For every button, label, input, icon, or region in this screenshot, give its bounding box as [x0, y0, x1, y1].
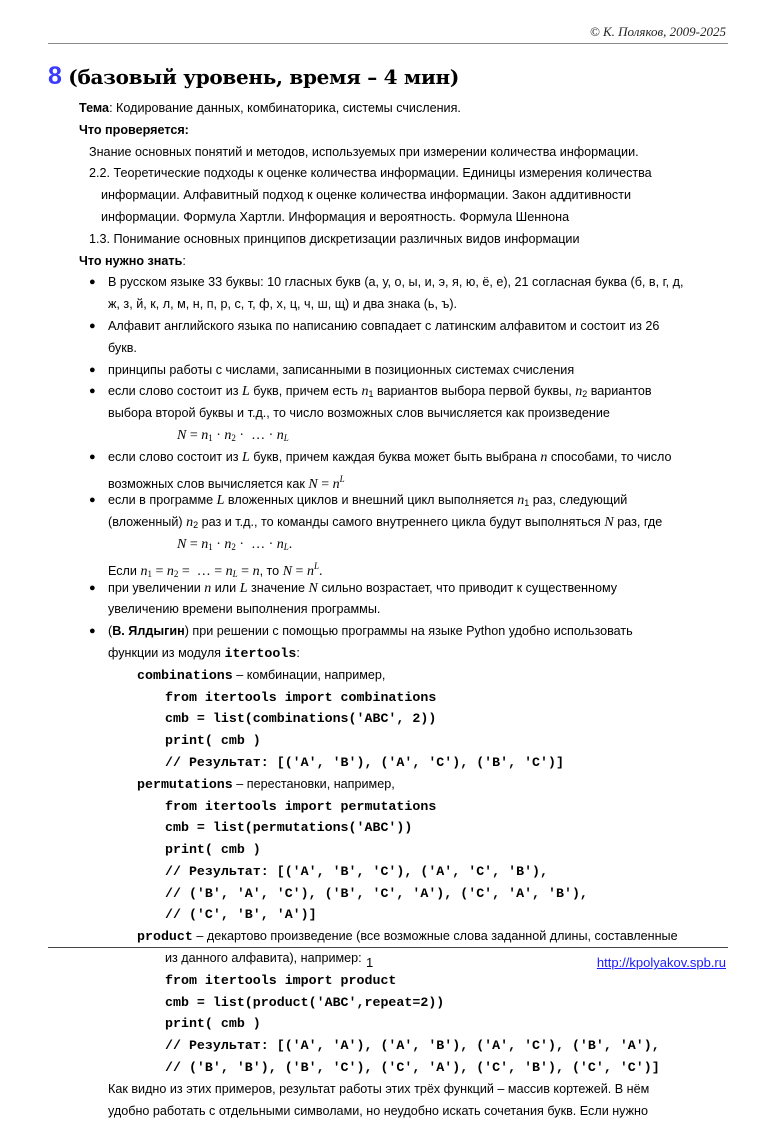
text: сильно возрастает, что приводит к существенному — [317, 580, 618, 595]
bullet-positional-systems — [79, 360, 729, 382]
function-name: product — [137, 929, 193, 945]
task-title: (базовый уровень, время – 4 мин) — [68, 65, 460, 89]
math-n: n — [575, 384, 583, 400]
math-N: N — [604, 515, 614, 531]
bullet-nested-loops — [79, 490, 729, 577]
product-label — [79, 926, 729, 948]
text: вариантов — [587, 384, 652, 399]
subscript: 1 — [524, 498, 530, 509]
bullet-text — [108, 447, 729, 469]
code-line: print( cmb ) — [165, 1016, 261, 1032]
code-line: // Результат: [('A', 'B'), ('A', 'C'), ('B', 'C')] — [165, 754, 564, 770]
bullet-icon: ● — [89, 581, 96, 594]
math-n: n — [540, 449, 548, 465]
formula-equal-n: $n_1 = n_2$ = … = $n_L = n$ — [140, 563, 260, 579]
math-L: L — [242, 449, 250, 465]
math-L: L — [216, 493, 225, 509]
text: если в программе — [108, 493, 217, 508]
permutations-label — [79, 774, 729, 796]
bullet-text: букв. — [108, 340, 137, 355]
bullet-word-count-power — [79, 447, 729, 491]
formula-power-result: $N = n^L$. — [282, 560, 323, 579]
bullet-russian-alphabet — [79, 272, 729, 316]
page-header-copyright: © К. Поляков, 2009-2025 — [589, 24, 726, 39]
header-divider — [48, 43, 728, 44]
bullet-text — [108, 469, 729, 491]
author-name: В. Ялдыгин — [112, 624, 185, 639]
code-line: // Результат: [('A', 'A'), ('A', 'B'), ('A', 'C'), ('B', 'A'), — [165, 1038, 660, 1054]
bullet-text — [108, 578, 729, 600]
topic-line — [79, 98, 729, 120]
text: или — [211, 580, 240, 595]
checks-line: информации. Формула Хартли. Информация и вероятность. Формула Шеннона — [101, 209, 570, 224]
bullet-text — [108, 556, 729, 578]
task-heading — [48, 62, 459, 91]
text: при увеличении — [108, 580, 205, 595]
checks-line: информации. Алфавитный подход к оценке количества информации. Закон аддитивности — [101, 188, 632, 203]
checks-line: Знание основных понятий и методов, используемых при измерении количества информации. — [89, 144, 639, 159]
math-N: N — [308, 580, 318, 596]
bullet-icon: ● — [89, 363, 96, 376]
subscript: 1 — [368, 389, 374, 400]
text: раз, следующий — [529, 493, 628, 508]
bullet-text: ж, з, й, к, л, м, н, п, р, с, т, ф, х, ц, ч, ш, щ) и два знака (ь, ъ). — [108, 297, 458, 312]
math-L: L — [242, 384, 250, 400]
bullet-icon: ● — [89, 450, 96, 463]
text: способами, то число — [547, 449, 672, 464]
footer-divider — [48, 947, 728, 948]
function-name: permutations — [137, 776, 233, 792]
code-line: print( cmb ) — [165, 842, 261, 858]
bullet-icon: ● — [89, 319, 96, 332]
site-link[interactable]: http://kpolyakov.spb.ru — [596, 955, 726, 970]
bullet-growth — [79, 578, 729, 622]
text: функции из модуля — [108, 645, 225, 660]
text: (вложенный) — [108, 515, 187, 530]
bullet-text — [108, 490, 729, 512]
text: Если — [108, 563, 141, 578]
function-desc: – комбинации, например, — [232, 667, 386, 682]
formula-product: $N = n_1 \cdot n_2$ · … · $n_L$ — [177, 427, 289, 443]
bullet-icon: ● — [89, 276, 96, 289]
code-line: cmb = list(combinations('ABC', 2)) — [165, 711, 437, 727]
task-number: 8 — [48, 62, 62, 90]
bullet-word-count-product — [79, 381, 729, 446]
math-n: n — [517, 493, 525, 509]
conclusion-line: удобно работать с отдельными символами, но неудобно искать сочетания букв. Если нужно — [108, 1103, 649, 1118]
text: ) при решении с помощью программы на языке Python удобно использовать — [184, 624, 633, 639]
know-label-line — [79, 251, 729, 273]
subscript: 2 — [193, 520, 199, 531]
code-line: from itertools import combinations — [165, 689, 437, 705]
math-n: n — [186, 515, 194, 531]
bullet-icon: ● — [89, 385, 96, 398]
topic-text: : Кодирование данных, комбинаторика, системы счисления. — [109, 101, 461, 115]
page-number: 1 — [366, 955, 374, 970]
checks-line: 2.2. Теоретические подходы к оценке количества информации. Единицы измерения количества — [89, 166, 652, 181]
module-name: itertools — [224, 645, 297, 661]
code-line: // ('B', 'B'), ('B', 'C'), ('C', 'A'), ('C', 'B'), ('C', 'C')] — [165, 1060, 660, 1076]
code-line: // ('B', 'A', 'C'), ('B', 'C', 'A'), ('C', 'A', 'B'), — [165, 885, 588, 901]
bullet-itertools — [79, 621, 729, 665]
function-name: combinations — [137, 667, 233, 683]
conclusion-line: Как видно из этих примеров, результат работы этих трёх функций – массив кортежей. В нём — [108, 1081, 650, 1096]
bullet-text — [108, 643, 729, 665]
text: вариантов выбора первой буквы, — [373, 384, 576, 399]
subscript: 2 — [582, 389, 588, 400]
product-desc-cont: из данного алфавита), например: — [165, 951, 362, 966]
text: если слово состоит из — [108, 449, 243, 464]
code-line: from itertools import product — [165, 972, 397, 988]
bullet-text: В русском языке 33 буквы: 10 гласных букв (а, у, о, ы, и, э, я, ю, ё, е), 21 согласная буква (б, в, г, д, — [108, 275, 684, 290]
text: вложенных циклов и внешний цикл выполняется — [224, 493, 518, 508]
bullet-english-alphabet — [79, 316, 729, 360]
checks-label: Что проверяется: — [79, 122, 189, 137]
bullet-text: принципы работы с числами, записанными в позиционных системах счисления — [108, 362, 575, 377]
text: , то — [259, 563, 283, 578]
know-label: Что нужно знать — [79, 253, 183, 268]
topic-label: Тема — [79, 101, 110, 115]
text: раз и т.д., то команды самого внутреннего цикла будут выполняться — [198, 515, 605, 530]
text: букв, причем каждая буква может быть выбрана — [249, 449, 541, 464]
bullet-text: увеличению времени выполнения программы. — [108, 602, 381, 617]
text: раз, где — [613, 515, 663, 530]
code-line: cmb = list(permutations('ABC')) — [165, 820, 413, 836]
checks-line: 1.3. Понимание основных принципов дискретизации различных видов информации — [89, 231, 580, 246]
text: возможных слов вычисляется как — [108, 476, 309, 491]
bullet-text — [108, 381, 729, 403]
text: значение — [247, 580, 309, 595]
math-L: L — [239, 580, 248, 596]
function-desc: – декартово произведение (все возможные слова заданной длины, составленные — [192, 929, 678, 944]
formula-power: $N = n^L$ — [308, 473, 345, 492]
bullet-icon: ● — [89, 625, 96, 638]
math-n: n — [361, 384, 369, 400]
bullet-text — [108, 512, 729, 534]
text: букв, причем есть — [249, 384, 362, 399]
know-colon: : — [182, 253, 186, 268]
bullet-text — [108, 621, 729, 643]
code-line: from itertools import permutations — [165, 798, 437, 814]
math-n: n — [204, 580, 212, 596]
function-desc: – перестановки, например, — [232, 776, 395, 791]
formula-loops: $N = n_1 \cdot n_2$ · … · $n_L$. — [177, 536, 293, 552]
combinations-label — [79, 665, 729, 687]
code-line: cmb = list(product('ABC',repeat=2)) — [165, 994, 445, 1010]
text: ( — [108, 624, 113, 639]
code-line: // ('C', 'B', 'A')] — [165, 907, 317, 923]
bullet-icon: ● — [89, 494, 96, 507]
code-line: // Результат: [('A', 'B', 'C'), ('A', 'C', 'B'), — [165, 863, 549, 879]
code-line: print( cmb ) — [165, 733, 261, 749]
bullet-text: выбора второй буквы и т.д., то число возможных слов вычисляется как произведение — [108, 406, 610, 421]
bullet-text: Алфавит английского языка по написанию совпадает с латинским алфавитом и состоит из 26 — [108, 318, 660, 333]
text: если слово состоит из — [108, 384, 243, 399]
text: : — [296, 645, 300, 660]
